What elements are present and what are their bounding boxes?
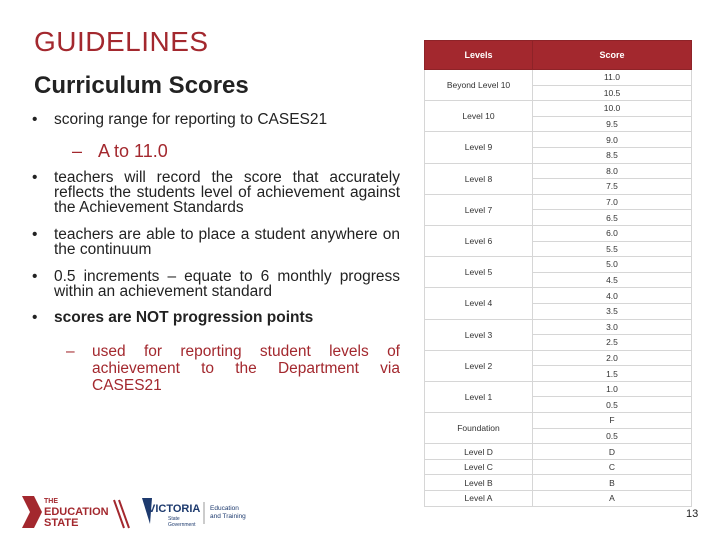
score-cell: 9.0 (533, 132, 692, 148)
level-cell: Level C (425, 459, 533, 475)
table-row (425, 288, 692, 304)
education-state-logo (22, 496, 129, 529)
logo-text-victoria: VICTORIA (148, 503, 201, 515)
scores-table (424, 40, 692, 507)
level-cell: Level 8 (425, 163, 533, 194)
victoria-government-logo (142, 498, 246, 528)
bullet-item (30, 170, 400, 215)
sub-bullet-item (72, 141, 372, 161)
column-header-score: Score (533, 41, 692, 70)
score-cell: 1.0 (533, 381, 692, 397)
logo-text-education: EDUCATION (44, 506, 109, 518)
level-cell: Level 2 (425, 350, 533, 381)
score-cell: 3.0 (533, 319, 692, 335)
table-row (425, 194, 692, 210)
score-cell: 7.0 (533, 194, 692, 210)
table-row (425, 132, 692, 148)
table-row (425, 319, 692, 335)
score-cell: A (533, 491, 692, 507)
logo-text-education-dept: Education (210, 505, 239, 512)
logo-text-training-dept: and Training (210, 513, 246, 520)
score-cell: 3.5 (533, 303, 692, 319)
bullet-item (30, 310, 400, 325)
level-cell: Level 10 (425, 101, 533, 132)
score-cell: 1.5 (533, 366, 692, 382)
logo-text-state: STATE (44, 517, 79, 529)
score-cell: 6.5 (533, 210, 692, 226)
bullet-item (30, 227, 400, 257)
bullet-text: teachers will record the score that accurately reflects the students level of achievement against the Achievement Standards (54, 169, 400, 216)
level-cell: Level 7 (425, 194, 533, 225)
score-cell: 10.5 (533, 85, 692, 101)
table-row (425, 101, 692, 117)
dash-mark: – (72, 141, 83, 161)
level-cell: Level D (425, 444, 533, 460)
logo-text-the: THE (44, 498, 58, 505)
score-cell: 5.0 (533, 257, 692, 273)
level-cell: Beyond Level 10 (425, 70, 533, 101)
bullet-mark: • (32, 111, 38, 128)
level-cell: Level 3 (425, 319, 533, 350)
table-row (425, 475, 692, 491)
score-cell: 2.5 (533, 335, 692, 351)
table-row (425, 163, 692, 179)
score-cell: 8.5 (533, 147, 692, 163)
dash-mark: – (66, 343, 75, 360)
level-cell: Level 9 (425, 132, 533, 163)
column-header-levels: Levels (425, 41, 533, 70)
sub-bullet-text: used for reporting student levels of achievement to the Department via CASES21 (92, 343, 400, 394)
table-body (425, 70, 692, 507)
bullet-mark: • (32, 226, 38, 243)
sub-bullet-text: A to 11.0 (98, 141, 168, 161)
bullet-mark: • (32, 169, 38, 186)
score-cell: 7.5 (533, 179, 692, 195)
score-cell: 0.5 (533, 397, 692, 413)
bullet-item (30, 112, 400, 127)
bullet-item (30, 269, 400, 299)
table-row (425, 413, 692, 429)
level-cell: Foundation (425, 413, 533, 444)
bullet-text: 0.5 increments – equate to 6 monthly progress within an achievement standard (54, 268, 400, 300)
score-cell: 0.5 (533, 428, 692, 444)
level-cell: Level 5 (425, 257, 533, 288)
table-row (425, 350, 692, 366)
footer-logos (20, 494, 260, 530)
score-cell: 8.0 (533, 163, 692, 179)
score-cell: 2.0 (533, 350, 692, 366)
level-cell: Level A (425, 491, 533, 507)
bullet-text: teachers are able to place a student anywhere on the continuum (54, 226, 400, 258)
score-cell: 9.5 (533, 116, 692, 132)
score-cell: B (533, 475, 692, 491)
score-cell: 11.0 (533, 70, 692, 86)
score-cell: D (533, 444, 692, 460)
sub-bullet-item (66, 343, 400, 394)
level-cell: Level 4 (425, 288, 533, 319)
page-number: 13 (686, 508, 699, 520)
bullet-mark: • (32, 268, 38, 285)
table-header-row (425, 41, 692, 70)
score-cell: 10.0 (533, 101, 692, 117)
logo-text-state-gov-2: Government (168, 522, 196, 528)
score-cell: 5.5 (533, 241, 692, 257)
bullet-text: scoring range for reporting to CASES21 (54, 111, 328, 128)
table-row (425, 381, 692, 397)
table-row (425, 459, 692, 475)
slide-subtitle: Curriculum Scores (34, 72, 249, 99)
slide-title: GUIDELINES (34, 26, 209, 57)
score-cell: 4.5 (533, 272, 692, 288)
level-cell: Level 1 (425, 381, 533, 412)
bullet-text: scores are NOT progression points (54, 309, 314, 326)
logo-text-state-gov-1: State (168, 516, 180, 522)
table-row (425, 225, 692, 241)
score-cell: C (533, 459, 692, 475)
bullet-mark: • (32, 309, 38, 326)
level-cell: Level 6 (425, 225, 533, 256)
table-row (425, 444, 692, 460)
table-row (425, 257, 692, 273)
bullet-content (30, 112, 400, 394)
table-row (425, 70, 692, 86)
level-cell: Level B (425, 475, 533, 491)
score-cell: 4.0 (533, 288, 692, 304)
score-cell: 6.0 (533, 225, 692, 241)
score-cell: F (533, 413, 692, 429)
table-row (425, 491, 692, 507)
